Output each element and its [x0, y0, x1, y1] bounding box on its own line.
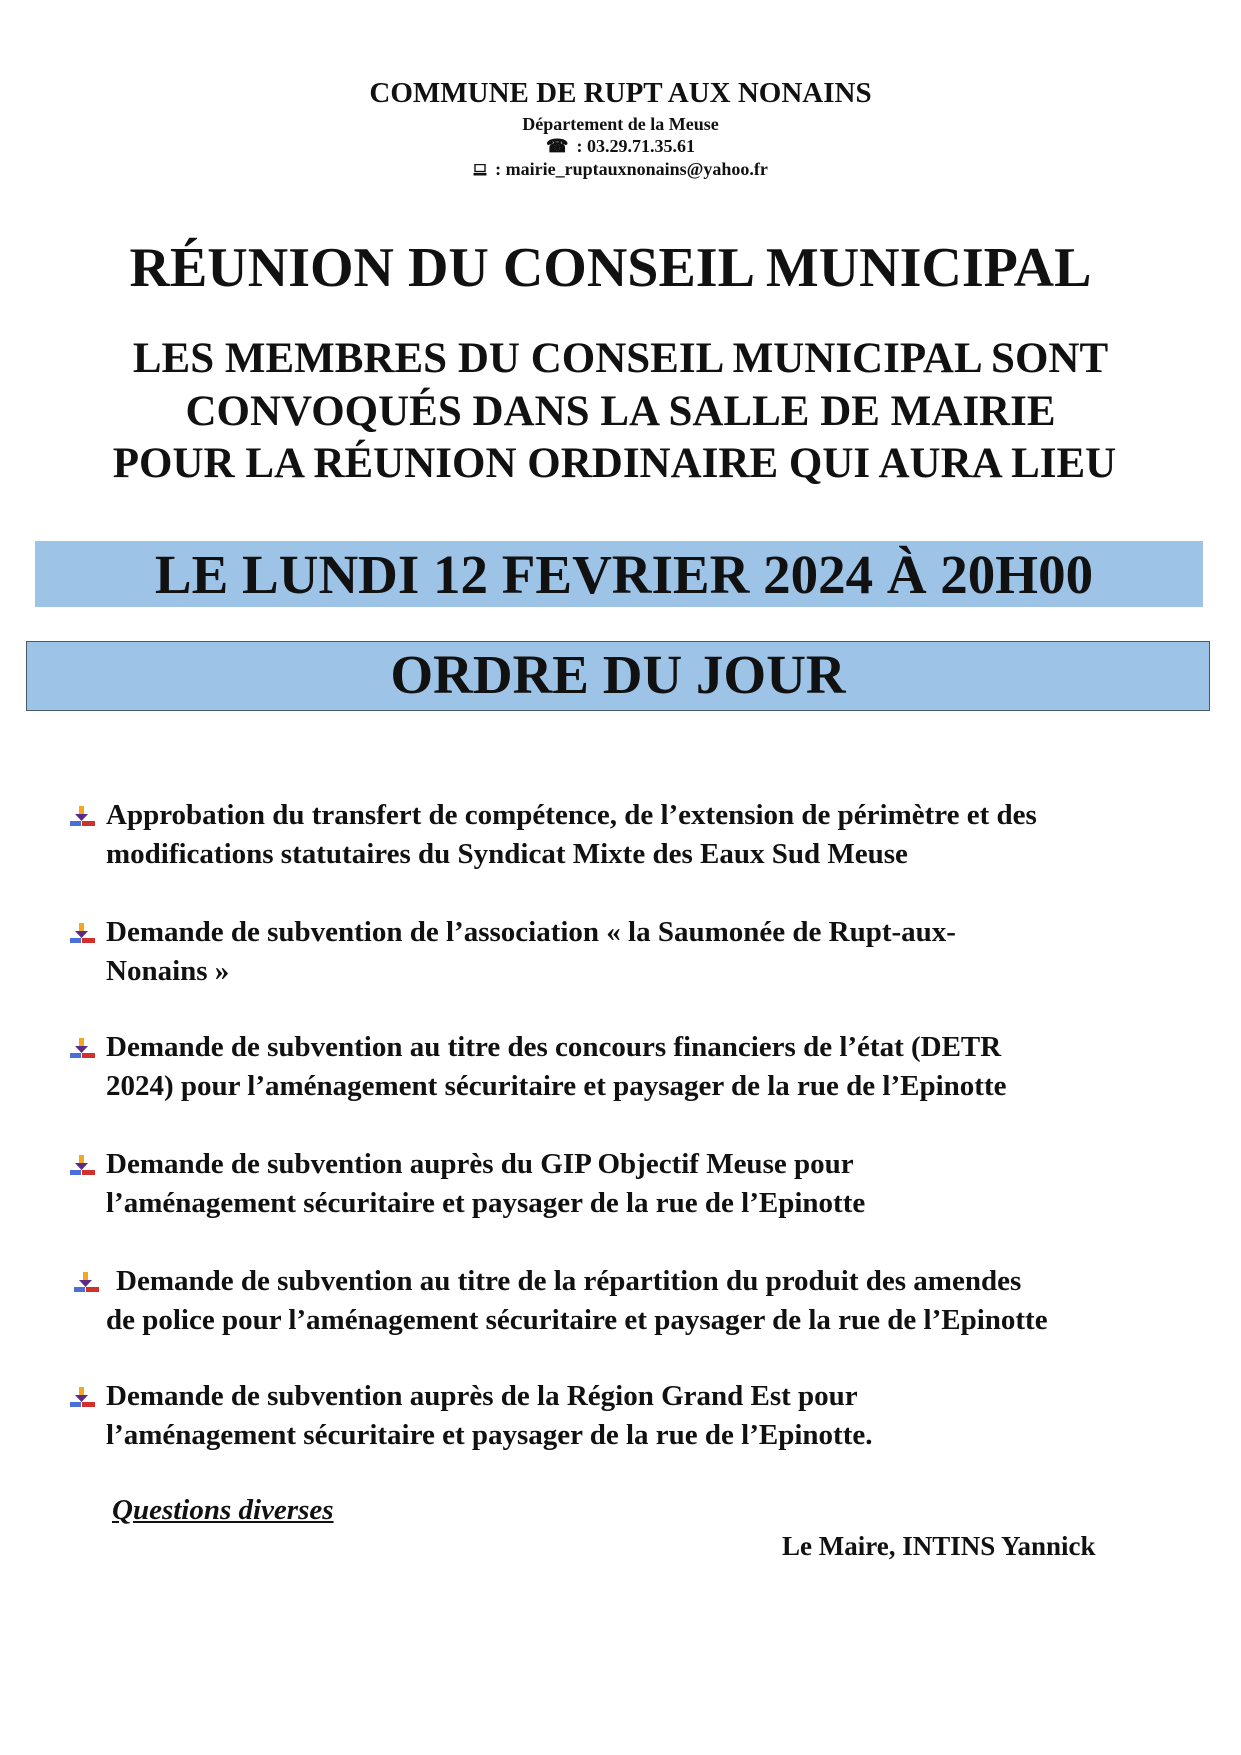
email-line: [0, 158, 1241, 180]
agenda-item-line: Approbation du transfert de compétence, de l’extension de périmètre et des: [106, 799, 1037, 831]
commune-name: COMMUNE DE RUPT AUX NONAINS: [369, 77, 872, 109]
agenda-item-line: Demande de subvention auprès du GIP Objectif Meuse pour: [106, 1148, 854, 1180]
phone-line: [0, 135, 1241, 157]
agenda-item: [70, 1028, 1210, 1106]
other-questions: Questions diverses: [112, 1494, 334, 1526]
email-address: : mairie_ruptauxnonains@yahoo.fr: [495, 159, 768, 179]
agenda-item-line: Demande de subvention au titre de la répartition du produit des amendes: [116, 1265, 1022, 1297]
agenda-item-line: Nonains »: [106, 955, 230, 987]
phone-number: : 03.29.71.35.61: [576, 136, 695, 156]
convocation-line-3: POUR LA RÉUNION ORDINAIRE QUI AURA LIEU: [112, 440, 1117, 487]
agenda-item: [70, 1262, 1210, 1340]
agenda-item: [70, 796, 1210, 874]
arrow-bullet-icon: [74, 1272, 100, 1294]
agenda-item-line: 2024) pour l’aménagement sécuritaire et paysager de la rue de l’Epinotte: [106, 1070, 1007, 1102]
mayor-signature: Le Maire, INTINS Yannick: [782, 1531, 1096, 1561]
agenda-item: [70, 1377, 1210, 1455]
agenda-item-line: modifications statutaires du Syndicat Mixte des Eaux Sud Meuse: [106, 838, 908, 870]
meeting-date: LE LUNDI 12 FEVRIER 2024 À 20H00: [154, 544, 1094, 605]
telephone-icon: ☎: [546, 136, 569, 156]
arrow-bullet-icon: [70, 1038, 96, 1060]
page-title: RÉUNION DU CONSEIL MUNICIPAL: [129, 237, 1092, 299]
agenda-heading-box: [26, 641, 1210, 711]
agenda-item-line: Demande de subvention de l’association « la Saumonée de Rupt-aux-: [106, 916, 956, 948]
arrow-bullet-icon: [70, 1155, 96, 1177]
agenda-item: [70, 913, 1210, 991]
date-banner: [35, 541, 1203, 607]
agenda-item: [70, 1145, 1210, 1223]
department-line: Département de la Meuse: [522, 114, 719, 134]
agenda-item-line: Demande de subvention au titre des concours financiers de l’état (DETR: [106, 1031, 1002, 1063]
agenda-item-line: l’aménagement sécuritaire et paysager de la rue de l’Epinotte: [106, 1187, 866, 1219]
agenda-item-line: de police pour l’aménagement sécuritaire et paysager de la rue de l’Epinotte: [106, 1304, 1048, 1336]
agenda-item-line: l’aménagement sécuritaire et paysager de la rue de l’Epinotte.: [106, 1419, 873, 1451]
computer-icon: [473, 164, 487, 176]
arrow-bullet-icon: [70, 806, 96, 828]
convocation-line-1: LES MEMBRES DU CONSEIL MUNICIPAL SONT: [132, 335, 1109, 382]
agenda-heading: ORDRE DU JOUR: [390, 644, 846, 705]
arrow-bullet-icon: [70, 923, 96, 945]
convocation-line-2: CONVOQUÉS DANS LA SALLE DE MAIRIE: [185, 388, 1056, 435]
arrow-bullet-icon: [70, 1387, 96, 1409]
agenda-item-line: Demande de subvention auprès de la Région Grand Est pour: [106, 1380, 858, 1412]
